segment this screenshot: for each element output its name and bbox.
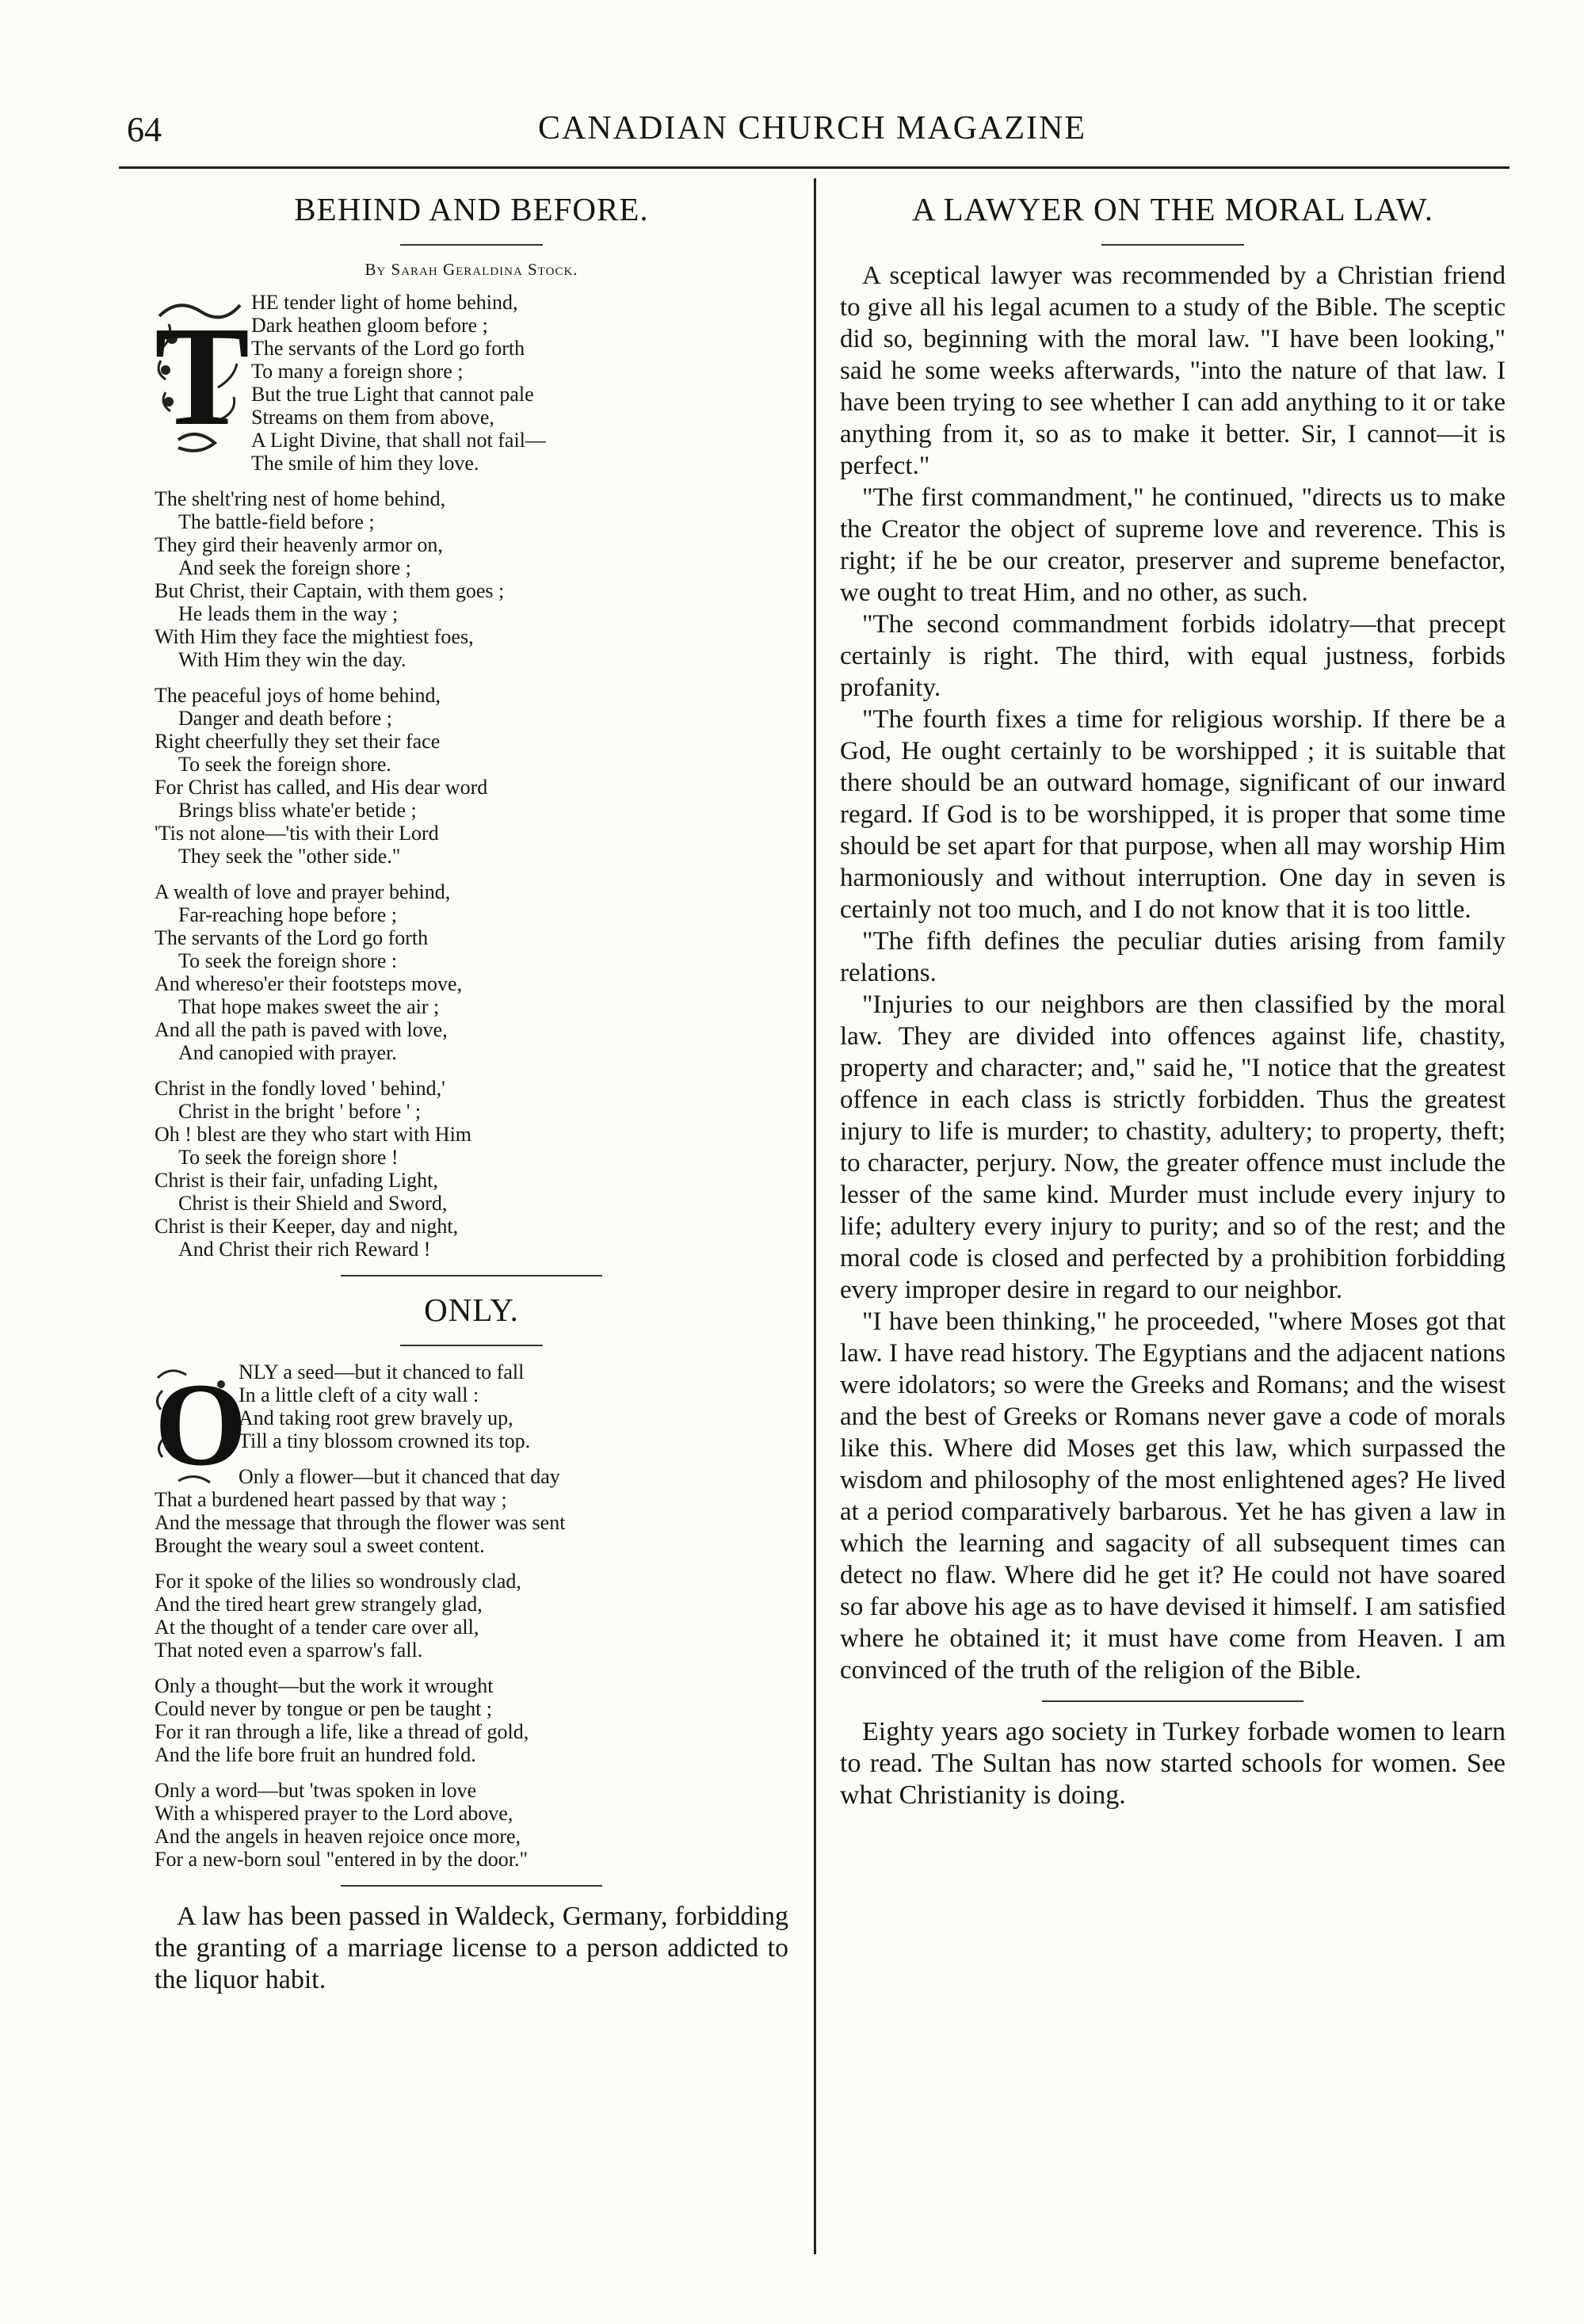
poem-line: Could never by tongue or pen be taught ; — [155, 1697, 493, 1720]
poem-line: Right cheerfully they set their face — [155, 730, 441, 753]
poem-line: To seek the foreign shore. — [178, 753, 391, 776]
title-rule — [400, 244, 543, 246]
poem-line: A Light Divine, that shall not fail— — [251, 429, 546, 452]
poem-line: The battle-field before ; — [178, 510, 375, 533]
poem-line: They seek the "other side." — [178, 845, 401, 868]
poem-line: For it ran through a life, like a thread of gold, — [155, 1720, 529, 1743]
poem-line: And all the path is paved with love, — [155, 1018, 448, 1041]
poem-line: For Christ has called, and His dear word — [155, 776, 488, 799]
magazine-title: CANADIAN CHURCH MAGAZINE — [538, 110, 1086, 147]
poem-stanza — [155, 291, 788, 475]
poem-line: That noted even a sparrow's fall. — [155, 1639, 423, 1662]
right-column — [840, 190, 1506, 1811]
poem-stanza — [155, 1360, 788, 1452]
poem-line: Christ is their fair, unfading Light, — [155, 1169, 438, 1192]
poem-line: And the life bore fruit an hundred fold. — [155, 1743, 476, 1766]
poem-line: Christ in the bright ' before ' ; — [178, 1100, 422, 1123]
page-number: 64 — [127, 110, 162, 149]
poem-line: Brings bliss whate'er betide ; — [178, 799, 417, 822]
poem-byline: By Sarah Geraldina Stock. — [365, 260, 578, 279]
poem-line: With Him they win the day. — [178, 648, 406, 671]
running-header — [119, 95, 1506, 174]
header-rule — [119, 166, 1510, 169]
poem-stanza — [155, 1077, 788, 1261]
poem-title-behind-and-before: BEHIND AND BEFORE. — [294, 191, 649, 227]
poem-stanza — [155, 880, 788, 1064]
poem-stanza — [155, 487, 788, 671]
dropcap-letter: O — [155, 1359, 247, 1490]
waldeck-note — [155, 1901, 788, 1996]
poem-line: For a new-born soul "entered in by the door." — [155, 1848, 529, 1871]
poem-line: To seek the foreign shore ! — [178, 1146, 399, 1169]
poem-line: Far-reaching hope before ; — [178, 903, 397, 926]
poem-line: Danger and death before ; — [178, 707, 392, 730]
poem-line: For it spoke of the lilies so wondrously clad, — [155, 1570, 521, 1593]
poem-line: The servants of the Lord go forth — [251, 337, 525, 360]
poem-line: That hope makes sweet the air ; — [178, 995, 440, 1018]
section-rule — [1042, 1700, 1303, 1702]
note-paragraph: A law has been passed in Waldeck, Germany, forbidding the granting of a marriage license to a person addicted to the liquor habit. — [155, 1902, 788, 1994]
poem-line: But the true Light that cannot pale — [251, 383, 534, 406]
poem-line: And the tired heart grew strangely glad, — [155, 1593, 483, 1616]
poem-line: Oh ! blest are they who start with Him — [155, 1123, 472, 1146]
poem-line: Only a flower—but it chanced that day — [239, 1465, 560, 1488]
poem-stanza — [155, 1779, 788, 1871]
article-paragraph: "Injuries to our neighbors are then classified by the moral law. They are divided into offences against life, chastity, property and character; and," said he, "I notice that the greatest offence in each class is strictly forbidden. Thus the greatest injury to life is murder; to chastity, adultery; to property, theft; to character, perjury. Now, the greater offence must include the lesser of the same kind. Murder must include every injury to life; adultery every injury to purity; and so of the rest; and the moral code is closed and perfected by a prohibition forbidding every improper desire in regard to our neighbor. — [840, 990, 1506, 1304]
title-rule — [1101, 244, 1244, 246]
poem-line: And taking root grew bravely up, — [239, 1406, 513, 1429]
poem-line: 'Tis not alone—'tis with their Lord — [155, 822, 439, 845]
poem-line: Christ is their Shield and Sword, — [178, 1192, 448, 1215]
poem-line: Streams on them from above, — [251, 406, 494, 429]
poem-line: And seek the foreign shore ; — [178, 556, 411, 579]
poem-behind-and-before — [155, 291, 788, 1261]
article-paragraph: "The fifth defines the peculiar duties arising from family relations. — [840, 927, 1506, 987]
poem-line: To many a foreign shore ; — [251, 360, 464, 383]
poem-stanza — [155, 1570, 788, 1662]
turkey-note — [840, 1716, 1506, 1811]
column-divider — [814, 178, 816, 2254]
note-paragraph: Eighty years ago society in Turkey forbade women to learn to read. The Sultan has now started schools for women. See what Christianity is doing. — [840, 1717, 1506, 1810]
article-title: A LAWYER ON THE MORAL LAW. — [912, 191, 1433, 227]
poem-line: With a whispered prayer to the Lord above, — [155, 1802, 513, 1825]
poem-line: The servants of the Lord go forth — [155, 926, 429, 949]
poem-line: In a little cleft of a city wall : — [239, 1383, 479, 1406]
poem-line: That a burdened heart passed by that way ; — [155, 1488, 507, 1511]
poem-line: He leads them in the way ; — [178, 602, 399, 625]
poem-title-only: ONLY. — [424, 1292, 519, 1328]
poem-line: And Christ their rich Reward ! — [178, 1238, 431, 1261]
ornamental-dropcap-t — [155, 292, 250, 460]
poem-line: HE tender light of home behind, — [251, 291, 518, 314]
dropcap-letter: T — [155, 297, 250, 455]
poem-line: And the angels in heaven rejoice once more, — [155, 1825, 521, 1848]
poem-line: Only a word—but 'twas spoken in love — [155, 1779, 477, 1802]
article-paragraph: A sceptical lawyer was recommended by a Christian friend to give all his legal acumen to a study of the Bible. The sceptic did so, beginning with the moral law. "I have been looking," said he some weeks afterwards, "into the nature of that law. I have been trying to see whether I can add anything to it or take anything from it, so as to make it better. Sir, I cannot—it is perfect." — [840, 261, 1506, 480]
poem-line: Dark heathen gloom before ; — [251, 314, 488, 337]
poem-line: With Him they face the mightiest foes, — [155, 625, 474, 648]
poem-line: A wealth of love and prayer behind, — [155, 880, 451, 903]
poem-line: Till a tiny blossom crowned its top. — [239, 1429, 531, 1452]
article-paragraph: "The second commandment forbids idolatry—that precept certainly is right. The third, with equal justness, forbids profanity. — [840, 610, 1506, 702]
left-column — [155, 190, 788, 1996]
poem-line: The smile of him they love. — [251, 452, 479, 475]
poem-line: At the thought of a tender care over all, — [155, 1616, 479, 1639]
poem-only — [155, 1360, 788, 1871]
poem-line: But Christ, their Captain, with them goes ; — [155, 579, 505, 602]
article-paragraph: "The fourth fixes a time for religious worship. If there be a God, He ought certainly to be worshipped ; it is suitable that there should be an outward homage, significant of our inward regard. If God is to be worshipped, it is proper that some time should be set apart for that purpose, when all may worship Him harmoniously and without interruption. One day in seven is certainly not too much, and I do not know that it is too little. — [840, 705, 1506, 924]
poem-line: Christ is their Keeper, day and night, — [155, 1215, 459, 1238]
poem-stanza — [155, 1674, 788, 1766]
article-body — [840, 260, 1506, 1686]
title-rule — [400, 1345, 543, 1346]
poem-line: They gird their heavenly armor on, — [155, 533, 443, 556]
poem-line: Brought the weary soul a sweet content. — [155, 1534, 485, 1557]
article-paragraph: "The first commandment," he continued, "directs us to make the Creator the object of supreme love and reverence. This is right; if he be our creator, preserver and supreme benefactor, we ought to treat Him, and no other, as such. — [840, 483, 1506, 607]
section-rule — [341, 1885, 602, 1887]
poem-line: And canopied with prayer. — [178, 1041, 397, 1064]
poem-line: To seek the foreign shore : — [178, 949, 398, 972]
poem-line: And whereso'er their footsteps move, — [155, 972, 463, 995]
poem-line: The shelt'ring nest of home behind, — [155, 487, 446, 510]
ornamental-dropcap-o — [155, 1359, 247, 1490]
poem-stanza — [155, 1465, 788, 1557]
poem-line: The peaceful joys of home behind, — [155, 684, 441, 707]
poem-stanza — [155, 684, 788, 868]
poem-line: Only a thought—but the work it wrought — [155, 1674, 494, 1697]
section-rule — [341, 1275, 602, 1276]
article-paragraph: "I have been thinking," he proceeded, "where Moses got that law. I have read history. The Egyptians and the adjacent nations were idolators; so were the Greeks and Romans; and the wisest and the best of Greeks or Romans never gave a code of morals like this. Where did Moses get this law, which surpassed the wisdom and philosophy of the most enlightened ages? He lived at a period comparatively barbarous. Yet he has given a law in which the learning and sagacity of all subsequent times can detect no flaw. Where did he get it? He could not have soared so far above his age as to have devised it himself. I am satisfied where he obtained it; it must have come from Heaven. I am convinced of the truth of the religion of the Bible. — [840, 1307, 1506, 1685]
poem-line: Christ in the fondly loved ' behind,' — [155, 1077, 445, 1100]
poem-line: And the message that through the flower was sent — [155, 1511, 566, 1534]
poem-line: NLY a seed—but it chanced to fall — [239, 1360, 525, 1383]
